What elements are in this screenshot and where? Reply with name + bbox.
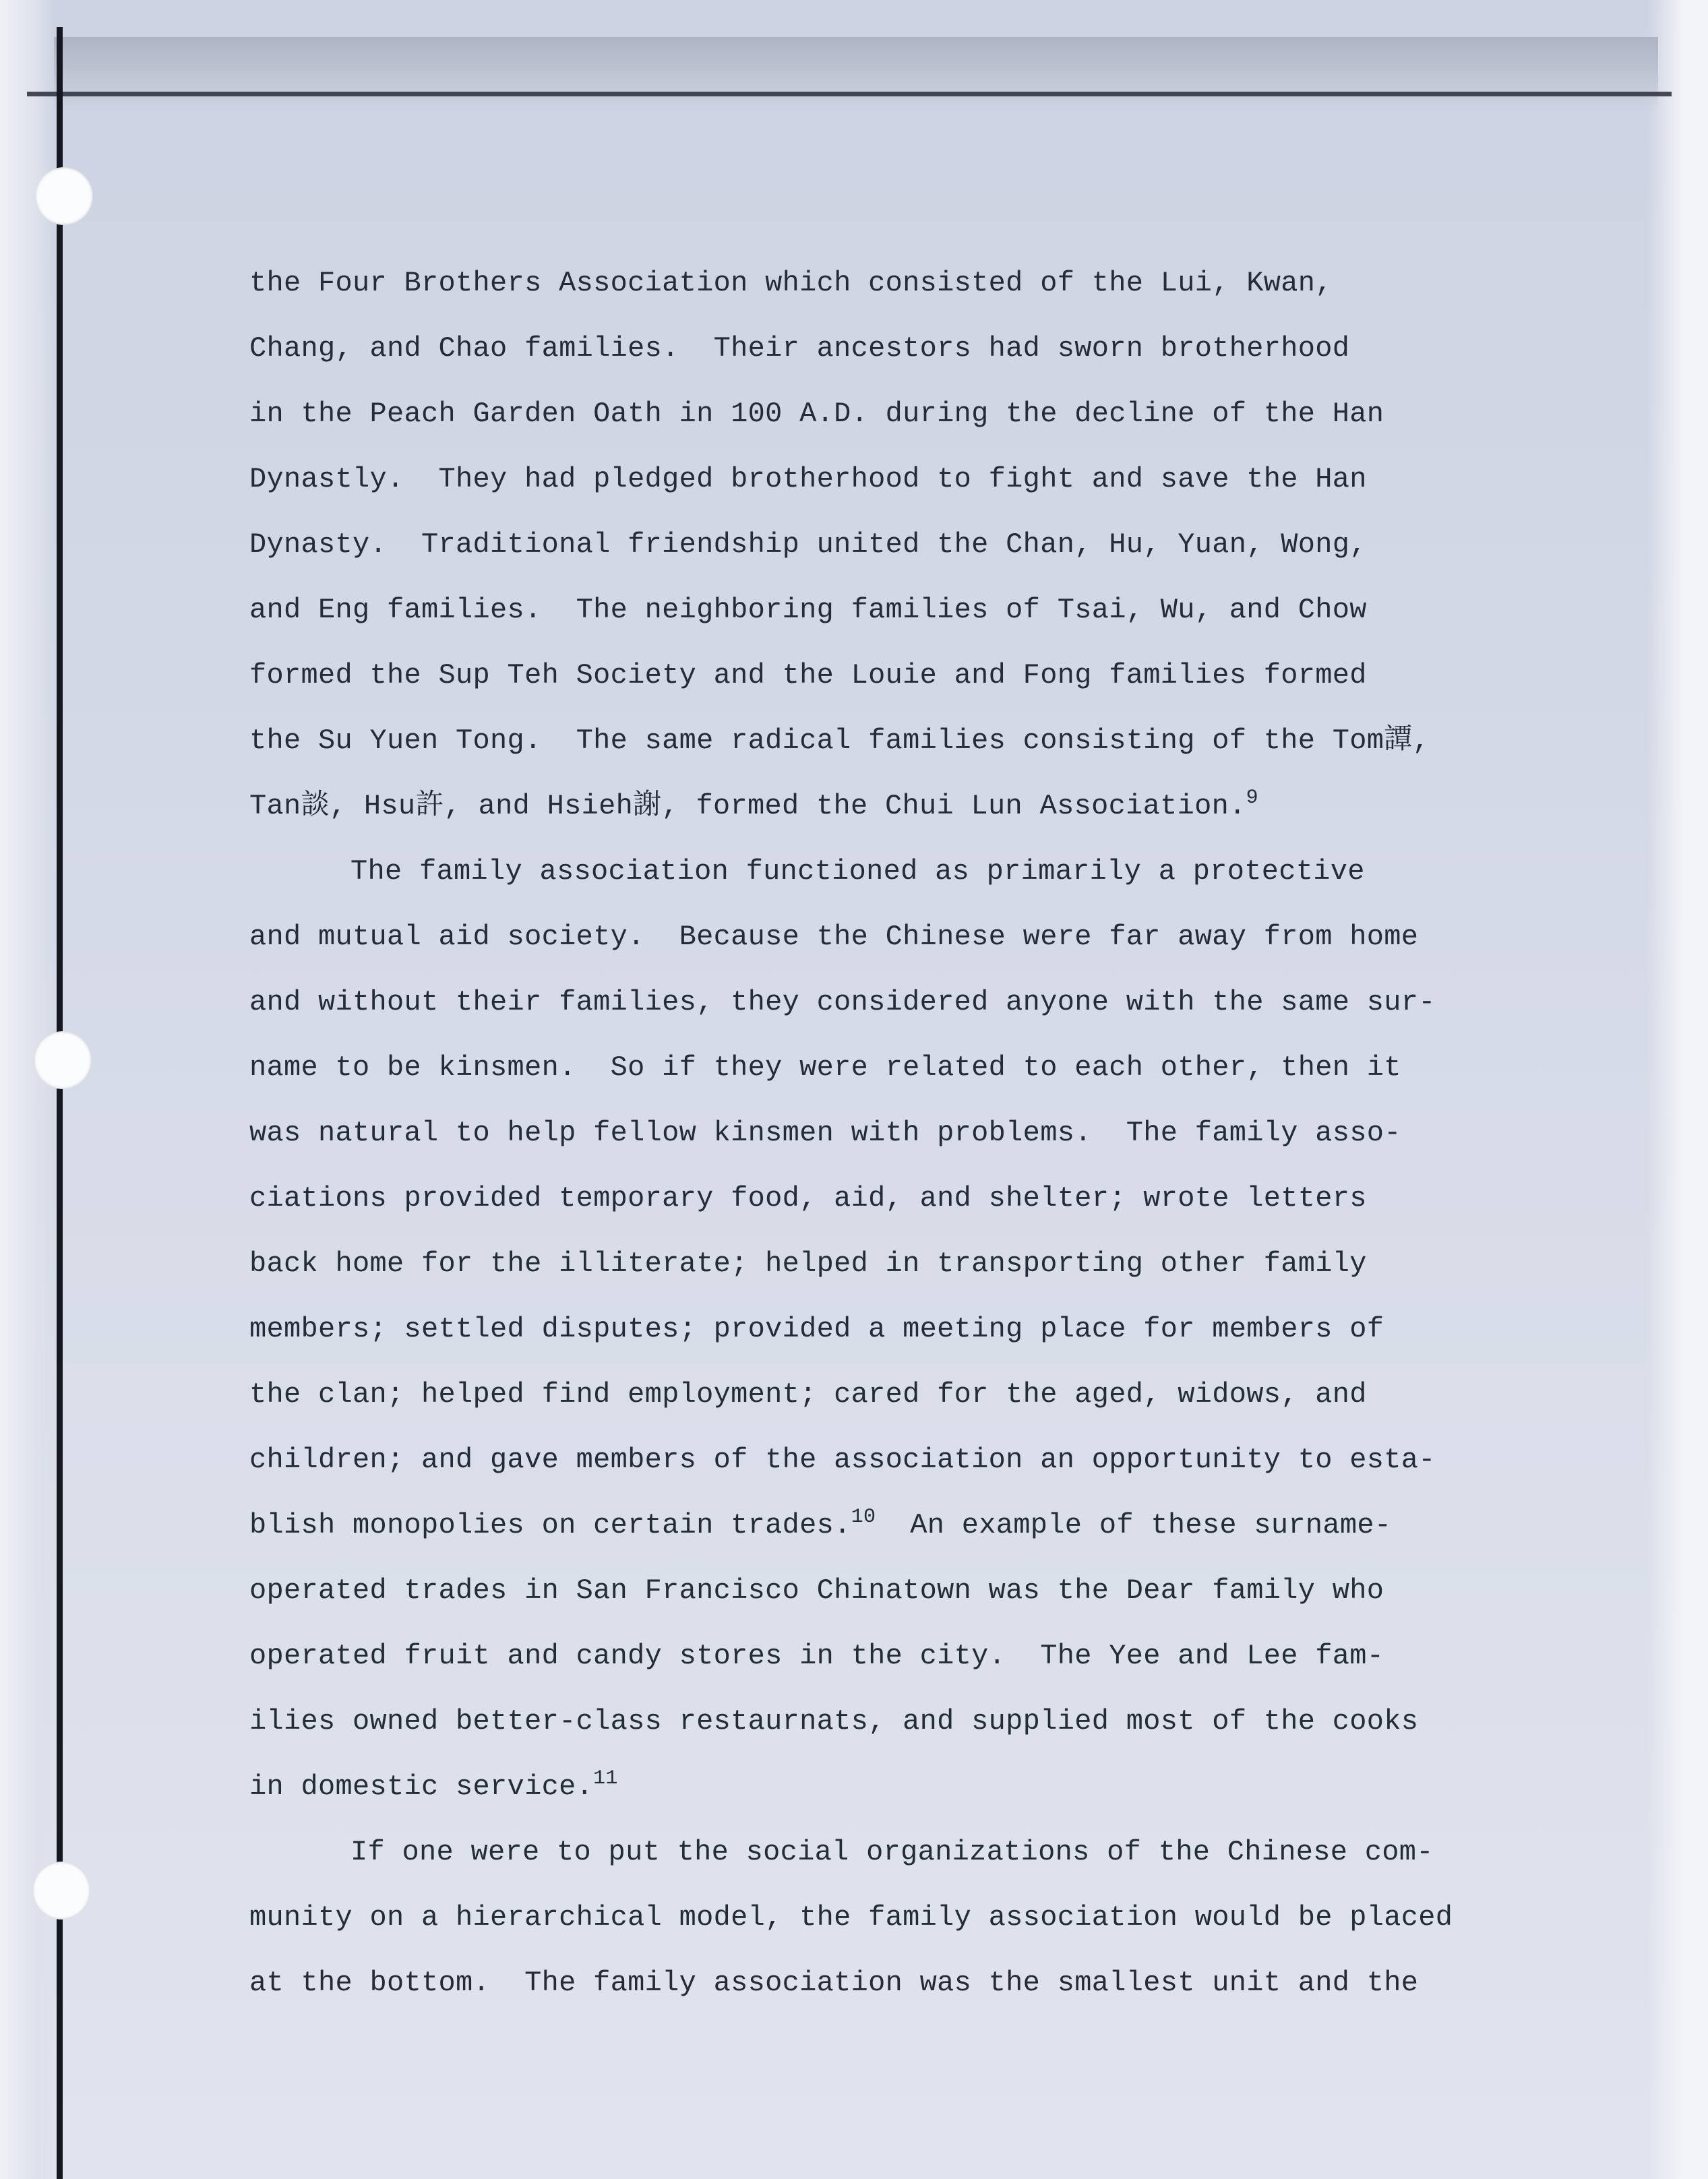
text-line-content: operated trades in San Francisco Chinatown was the Dear family who: [249, 1574, 1384, 1607]
text-line: [249, 904, 1631, 970]
text-line-content: in the Peach Garden Oath in 100 A.D. during the decline of the Han: [249, 398, 1384, 430]
text-line: [249, 1493, 1631, 1558]
text-line: [249, 1951, 1631, 2016]
text-line: [249, 1689, 1631, 1754]
punch-hole-middle: [34, 1031, 92, 1089]
footnote-marker: 9: [1246, 787, 1258, 809]
text-line: [249, 1231, 1631, 1297]
text-line: [249, 1754, 1631, 1820]
text-line-content: Dynasty. Traditional friendship united the Chan, Hu, Yuan, Wong,: [249, 528, 1367, 561]
text-line-content: ilies owned better-class restaurnats, and supplied most of the cooks: [249, 1705, 1419, 1738]
text-line-content: was natural to help fellow kinsmen with problems. The family asso-: [249, 1117, 1401, 1149]
text-line-content: members; settled disputes; provided a meeting place for members of: [249, 1313, 1384, 1345]
punch-hole-bottom: [32, 1862, 90, 1920]
text-line-content: The family association functioned as primarily a protective: [350, 855, 1365, 888]
text-line: [249, 1428, 1631, 1493]
text-line-content: and Eng families. The neighboring families of Tsai, Wu, and Chow: [249, 594, 1367, 626]
text-line: [249, 1885, 1631, 1951]
text-line-content: name to be kinsmen. So if they were related to each other, then it: [249, 1051, 1401, 1084]
text-line-continuation: An example of these surname-: [876, 1509, 1392, 1541]
text-line-content: in domestic service.: [249, 1771, 594, 1803]
text-line: [249, 251, 1631, 316]
text-line-content: the clan; helped find employment; cared for the aged, widows, and: [249, 1378, 1367, 1411]
text-line-content: blish monopolies on certain trades.: [249, 1509, 851, 1541]
text-line-content: formed the Sup Teh Society and the Louie and Fong families formed: [249, 659, 1367, 692]
page-right-margin: [1647, 0, 1708, 2179]
text-line: [249, 447, 1631, 512]
text-line-content: and without their families, they considered anyone with the same sur-: [249, 986, 1436, 1018]
text-line-content: Tan談, Hsu許, and Hsieh謝, formed the Chui Lun Association.: [249, 790, 1246, 822]
text-line-content: ciations provided temporary food, aid, and shelter; wrote letters: [249, 1182, 1367, 1215]
text-line-content: back home for the illiterate; helped in transporting other family: [249, 1248, 1367, 1280]
text-line-content: If one were to put the social organizations of the Chinese com-: [350, 1836, 1434, 1868]
text-line: [249, 1624, 1631, 1689]
text-line-content: Dynastly. They had pledged brotherhood to fight and save the Han: [249, 463, 1367, 495]
text-line: [249, 1820, 1631, 1885]
footnote-marker: 10: [851, 1506, 876, 1529]
text-line: [249, 708, 1631, 774]
text-line-content: Chang, and Chao families. Their ancestors had sworn brotherhood: [249, 332, 1350, 365]
text-line-content: munity on a hierarchical model, the family association would be placed: [249, 1901, 1453, 1934]
text-line-content: and mutual aid society. Because the Chinese were far away from home: [249, 921, 1419, 953]
left-margin-rule: [57, 27, 63, 2179]
text-line: [249, 578, 1631, 643]
text-line: [249, 512, 1631, 578]
text-line-content: at the bottom. The family association was the smallest unit and the: [249, 1967, 1419, 1999]
text-line: [249, 839, 1631, 904]
punch-hole-top: [35, 167, 93, 225]
text-line-content: the Four Brothers Association which consisted of the Lui, Kwan,: [249, 267, 1333, 299]
text-line: [249, 1035, 1631, 1101]
page-top-shadow: [54, 37, 1658, 111]
text-line: [249, 1101, 1631, 1166]
text-line: [249, 1362, 1631, 1428]
text-line: [249, 1166, 1631, 1231]
text-line: [249, 643, 1631, 708]
text-line-content: the Su Yuen Tong. The same radical families consisting of the Tom譚,: [249, 725, 1430, 757]
header-rule: [27, 92, 1672, 96]
text-line: [249, 774, 1631, 839]
text-line: [249, 1297, 1631, 1362]
text-line: [249, 316, 1631, 381]
text-line-content: children; and gave members of the association an opportunity to esta-: [249, 1444, 1436, 1476]
text-line-content: operated fruit and candy stores in the city. The Yee and Lee fam-: [249, 1640, 1384, 1672]
text-line: [249, 1558, 1631, 1624]
page-left-margin: [0, 0, 54, 2179]
text-line: [249, 970, 1631, 1035]
footnote-marker: 11: [593, 1767, 618, 1790]
text-line: [249, 381, 1631, 447]
typed-text-body: [249, 251, 1631, 2016]
